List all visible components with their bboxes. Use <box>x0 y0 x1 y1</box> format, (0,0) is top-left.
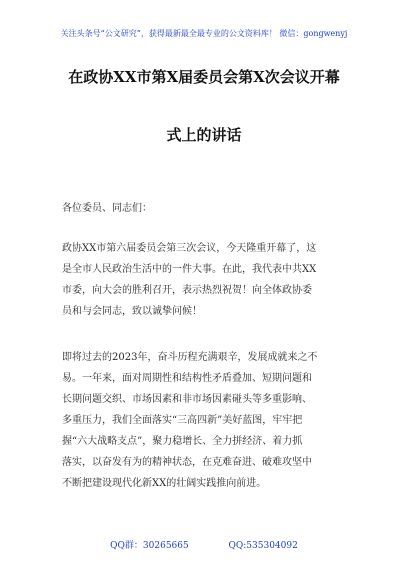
document-title-line-2: 式上的讲话 <box>166 126 242 144</box>
paragraph-line: 是全市人民政治生活中的一件大事。在此，我代表中共XX <box>62 264 317 275</box>
paragraph-line: 即将过去的2023年，奋斗历程充满艰辛，发展成就来之不 <box>62 352 318 363</box>
paragraph-line: 政协XX市第六届委员会第三次会议，今天隆重开幕了，这 <box>62 243 317 254</box>
paragraph-line: 落实，以奋发有为的精神状态，在克难奋进、破难攻坚中 <box>62 457 312 468</box>
paragraph-line: 市委，向大会的胜利召开，表示热烈祝贺！向全体政协委 <box>62 285 312 296</box>
paragraph-line: 员和与会同志，致以诚挚问候！ <box>62 306 202 317</box>
paragraph-line: 握“六大战略支点”，聚力稳增长、全力拼经济、着力抓 <box>62 436 303 447</box>
footer-qq: QQ:535304092 <box>228 541 298 551</box>
greeting: 各位委员、同志们： <box>62 203 152 214</box>
header-notice: 关注头条号“公文研究”，获得最新最全最专业的公文资料库！ 微信：gongwenyj <box>60 29 348 38</box>
paragraph-line: 长期问题交织、市场因素和非市场因素碰头等多重影响、 <box>62 394 312 405</box>
paragraph-line: 不断把建设现代化新XX的壮阔实践推向前进。 <box>62 478 267 489</box>
paragraph-line: 易。一年来，面对周期性和结构性矛盾叠加、短期问题和 <box>62 373 312 384</box>
document-title-line-1: 在政协XX市第X届委员会第X次会议开幕 <box>68 68 340 86</box>
paragraph-1 <box>62 238 352 322</box>
paragraph-line: 多重压力，我们全面落实“三高四新”美好蓝图，牢牢把 <box>62 415 303 426</box>
paragraph-2 <box>62 347 352 494</box>
footer-qq-group: QQ群：30265665 <box>110 541 189 551</box>
footer-contact <box>0 538 408 551</box>
